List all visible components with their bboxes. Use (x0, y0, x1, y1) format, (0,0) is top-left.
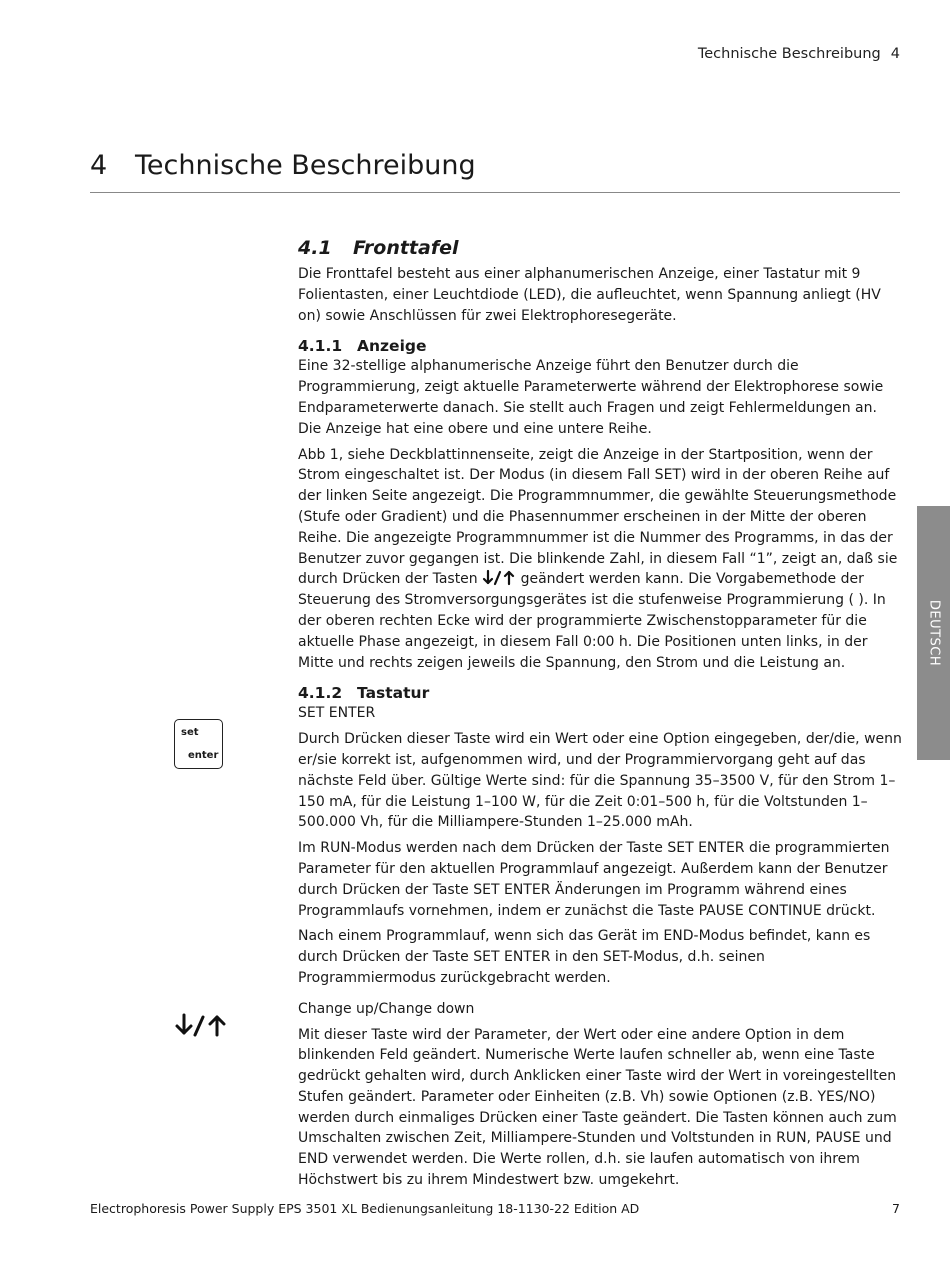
footer-page-number: 7 (892, 1201, 900, 1216)
change-down-up-icon (174, 1011, 228, 1039)
chapter-title-text: Technische Beschreibung (135, 150, 476, 181)
anzeige-paragraph-2 (298, 445, 902, 674)
footer-text: Electrophoresis Power Supply EPS 3501 XL Bedienungsanleitung 18-1130-22 Edition AD (90, 1201, 640, 1216)
chapter-number: 4 (90, 150, 108, 181)
section-4-1-2-number: 4.1.2 (298, 684, 343, 703)
section-4-1-number: 4.1 (298, 237, 332, 259)
set-enter-paragraph-2: Im RUN-Modus werden nach dem Drücken der Taste SET ENTER die programmierten Parameter für den aktuellen Programmlauf angezeigt. Außerdem kann der Benutzer durch Drücken der Taste SET ENTER Änderungen im Programm während eines Programmlaufs vornehmen, indem er zunächst die Taste PAUSE CONTINUE drückt. (298, 840, 890, 919)
fronttafel-paragraph: Die Fronttafel besteht aus einer alphanumerischen Anzeige, einer Tastatur mit 9 Folientasten, einer Leuchtdiode (LED), die aufleuchtet, wenn Spannung anliegt (HV on) sowie Anschlüssen für zwei Elektrophoresegeräte. (298, 266, 881, 324)
set-enter-paragraph-1: Durch Drücken dieser Taste wird ein Wert oder eine Option eingegeben, der/die, wenn er/sie korrekt ist, aufgenommen wird, und der Programmiervorgang geht auf das nächste Feld über. Gültige Werte sind: für die Spannung 35–3500 V, für den Strom 1–150 mA, für die Leistung 1–100 W, für die Zeit 0:01–500 h, für die Voltstunden 1–500.000 Vh, für die Milliampere-Stunden 1–25.000 mAh. (298, 731, 902, 831)
section-4-1-2-heading (298, 683, 902, 703)
running-header-number: 4 (890, 46, 900, 62)
anzeige-paragraph-2-part-b: geändert werden kann. Die Vorgabemethode der Steuerung des Stromversorgungsgerätes ist die stufenweise Programmierung ( ). In der oberen rechten Ecke wird der programmierte Zwischenstopparameter für die aktuelle Phase angezeigt, in diesem Fall 0:00 h. Die Positionen unten links, in der Mitte und rechts zeigen jeweils die Spannung, den Strom und die Leistung an. (298, 571, 886, 671)
change-paragraph: Mit dieser Taste wird der Parameter, der Wert oder eine andere Option in dem blinkenden Feld geändert. Numerische Werte laufen schneller ab, wenn eine Taste gedrückt gehalten wird, durch Anklicken einer Taste wird der Wert in voreingestellten Stufen geändert. Parameter oder Einheiten (z.B. Vh) sowie Optionen (z.B. YES/NO) werden durch einmaliges Drücken einer Taste geändert. Die Tasten können auch zum Umschalten zwischen Zeit, Milliampere-Stunden und Voltstunden in RUN, PAUSE und END verwendet werden. Die Werte rollen, d.h. sie laufen automatisch von ihrem Höchstwert bis zu ihrem Mindestwert bzw. umgekehrt. (298, 1026, 897, 1189)
chapter-title (90, 150, 476, 181)
anzeige-paragraph-2-part-a: Abb 1, siehe Deckblattinnenseite, zeigt die Anzeige in der Startposition, wenn der Strom eingeschaltet ist. Der Modus (in diesem Fall SET) wird in der oberen Reihe auf der linken Seite angezeigt. Die Programmnummer, die gewählte Steuerungsmethode (Stufe oder Gradient) und die Phasennummer erscheinen in der Mitte der oberen Reihe. Die angezeigte Programmnummer ist die Nummer des Programms, in das der Benutzer zuvor gegangen ist. Die blinkende Zahl, in diesem Fall “1”, zeigt an, daß sie durch Drücken der Tasten (298, 446, 898, 588)
set-key-label: set (181, 727, 199, 738)
section-4-1-1-title: Anzeige (357, 337, 427, 356)
section-4-1-1-number: 4.1.1 (298, 337, 343, 356)
language-side-tab (917, 506, 950, 760)
language-side-tab-label: DEUTSCH (926, 599, 941, 667)
chapter-rule (90, 192, 900, 193)
change-label: Change up/Change down (298, 1000, 475, 1017)
section-4-1-1-heading (298, 336, 902, 356)
inline-down-up-icon (482, 569, 516, 586)
running-header (698, 46, 900, 62)
anzeige-paragraph-1: Eine 32-stellige alphanumerische Anzeige führt den Benutzer durch die Programmierung, zeigt aktuelle Parameterwerte während der Elektrophorese sowie Endparameterwerte danach. Sie stellt auch Fragen und zeigt Fehlermeldungen an. Die Anzeige hat eine obere und eine untere Reihe. (298, 358, 884, 437)
set-enter-label: SET ENTER (298, 705, 376, 722)
enter-key-label: enter (188, 750, 219, 761)
set-enter-key-icon (174, 719, 223, 769)
section-4-1-title: Fronttafel (353, 237, 459, 259)
section-4-1-2-title: Tastatur (357, 684, 430, 703)
running-header-title: Technische Beschreibung (697, 46, 881, 62)
main-content (298, 236, 902, 1196)
set-enter-paragraph-3: Nach einem Programmlauf, wenn sich das Gerät im END-Modus befindet, kann es durch Drücken der Taste SET ENTER in den SET-Modus, d.h. seinen Programmiermodus zurückgebracht werden. (298, 928, 871, 986)
section-4-1-heading (298, 236, 902, 260)
